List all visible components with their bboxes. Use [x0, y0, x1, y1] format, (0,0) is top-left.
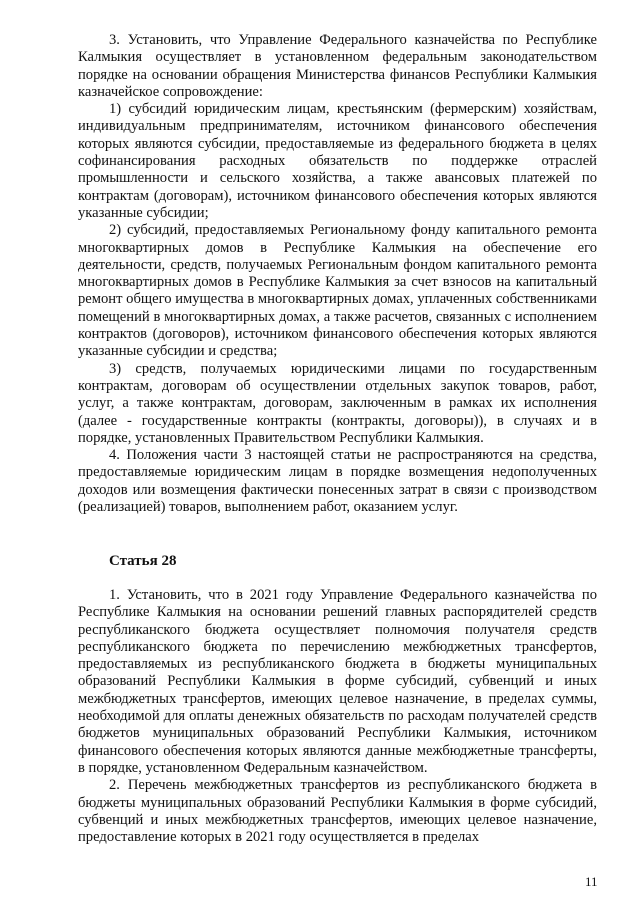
paragraph-3-2: 2) субсидий, предоставляемых Региональному фонду капитального ремонта многоквартирных домов в Республике Калмыкия на обеспечение его деятельности, средств, получаемых Региональным фондом капитального ремонта многоквартирных домов в Республике Калмыкия за счет взносов на капитальный ремонт общего имущества в многоквартирных домах, уплаченных собственниками помещений в многоквартирных домах, а также расчетов, связанных с исполнением контрактов (договоров), источником финансового обеспечения которых являются указанные субсидии и средства;: [78, 222, 597, 360]
article-28-paragraph-2: 2. Перечень межбюджетных трансфертов из республиканского бюджета в бюджеты муниципальных образований Республики Калмыкия в форме субсидий, субвенций и иных межбюджетных трансфертов, имеющих целевое назначение, предоставление которых в 2021 году осуществляется в пределах: [78, 777, 597, 846]
article-28-paragraph-1: 1. Установить, что в 2021 году Управление Федерального казначейства по Республике Калмыкия на основании решений главных распорядителей средств республиканского бюджета осуществляет полномочия получателя средств республиканского бюджета по перечислению межбюджетных трансфертов, предоставляемых из республиканского бюджета в бюджеты муниципальных образований Республики Калмыкия в форме субсидий, субвенций и иных межбюджетных трансфертов, имеющих целевое назначение, в пределах суммы, необходимой для оплаты денежных обязательств по расходам получателей средств бюджетов муниципальных образований Республики Калмыкия, источником финансового обеспечения которых являются данные межбюджетные трансферты, в порядке, установленном Федеральным казначейством.: [78, 587, 597, 776]
paragraph-3-1: 1) субсидий юридическим лицам, крестьянским (фермерским) хозяйствам, индивидуальным предпринимателям, источником финансового обеспечения которых являются субсидии, предоставляемые из федерального бюджета в целях софинансирования расходных обязательств по поддержке отраслей промышленности и сельского хозяйства, а также авансовых платежей по контрактам (договорам), источником финансового обеспечения которых являются указанные субсидии;: [78, 101, 597, 221]
page-number: 11: [585, 874, 598, 889]
paragraph-4: 4. Положения части 3 настоящей статьи не распространяются на средства, предоставляемые юридическим лицам в порядке возмещения недополученных доходов или возмещения фактически понесенных затрат в связи с производством (реализацией) товаров, выполнением работ, оказанием услуг.: [78, 447, 597, 516]
article-28-body: [78, 587, 597, 846]
section-part-3-4: [78, 32, 597, 516]
paragraph-3: 3. Установить, что Управление Федерального казначейства по Республике Калмыкия осуществляет в установленном федеральным законодательством порядке на основании обращения Министерства финансов Республики Калмыкия казначейское сопровождение:: [78, 32, 597, 100]
article-heading: Статья 28: [109, 553, 177, 569]
paragraph-3-3: 3) средств, получаемых юридическими лицами по государственным контрактам, договорам об осуществлении отдельных закупок товаров, работ, услуг, а также контрактам, договорам, заключенным в рамках их исполнения (далее - государственные контракты (контракты, договоры)), в случаях и в порядке, установленных Правительством Республики Калмыкия.: [78, 360, 597, 446]
